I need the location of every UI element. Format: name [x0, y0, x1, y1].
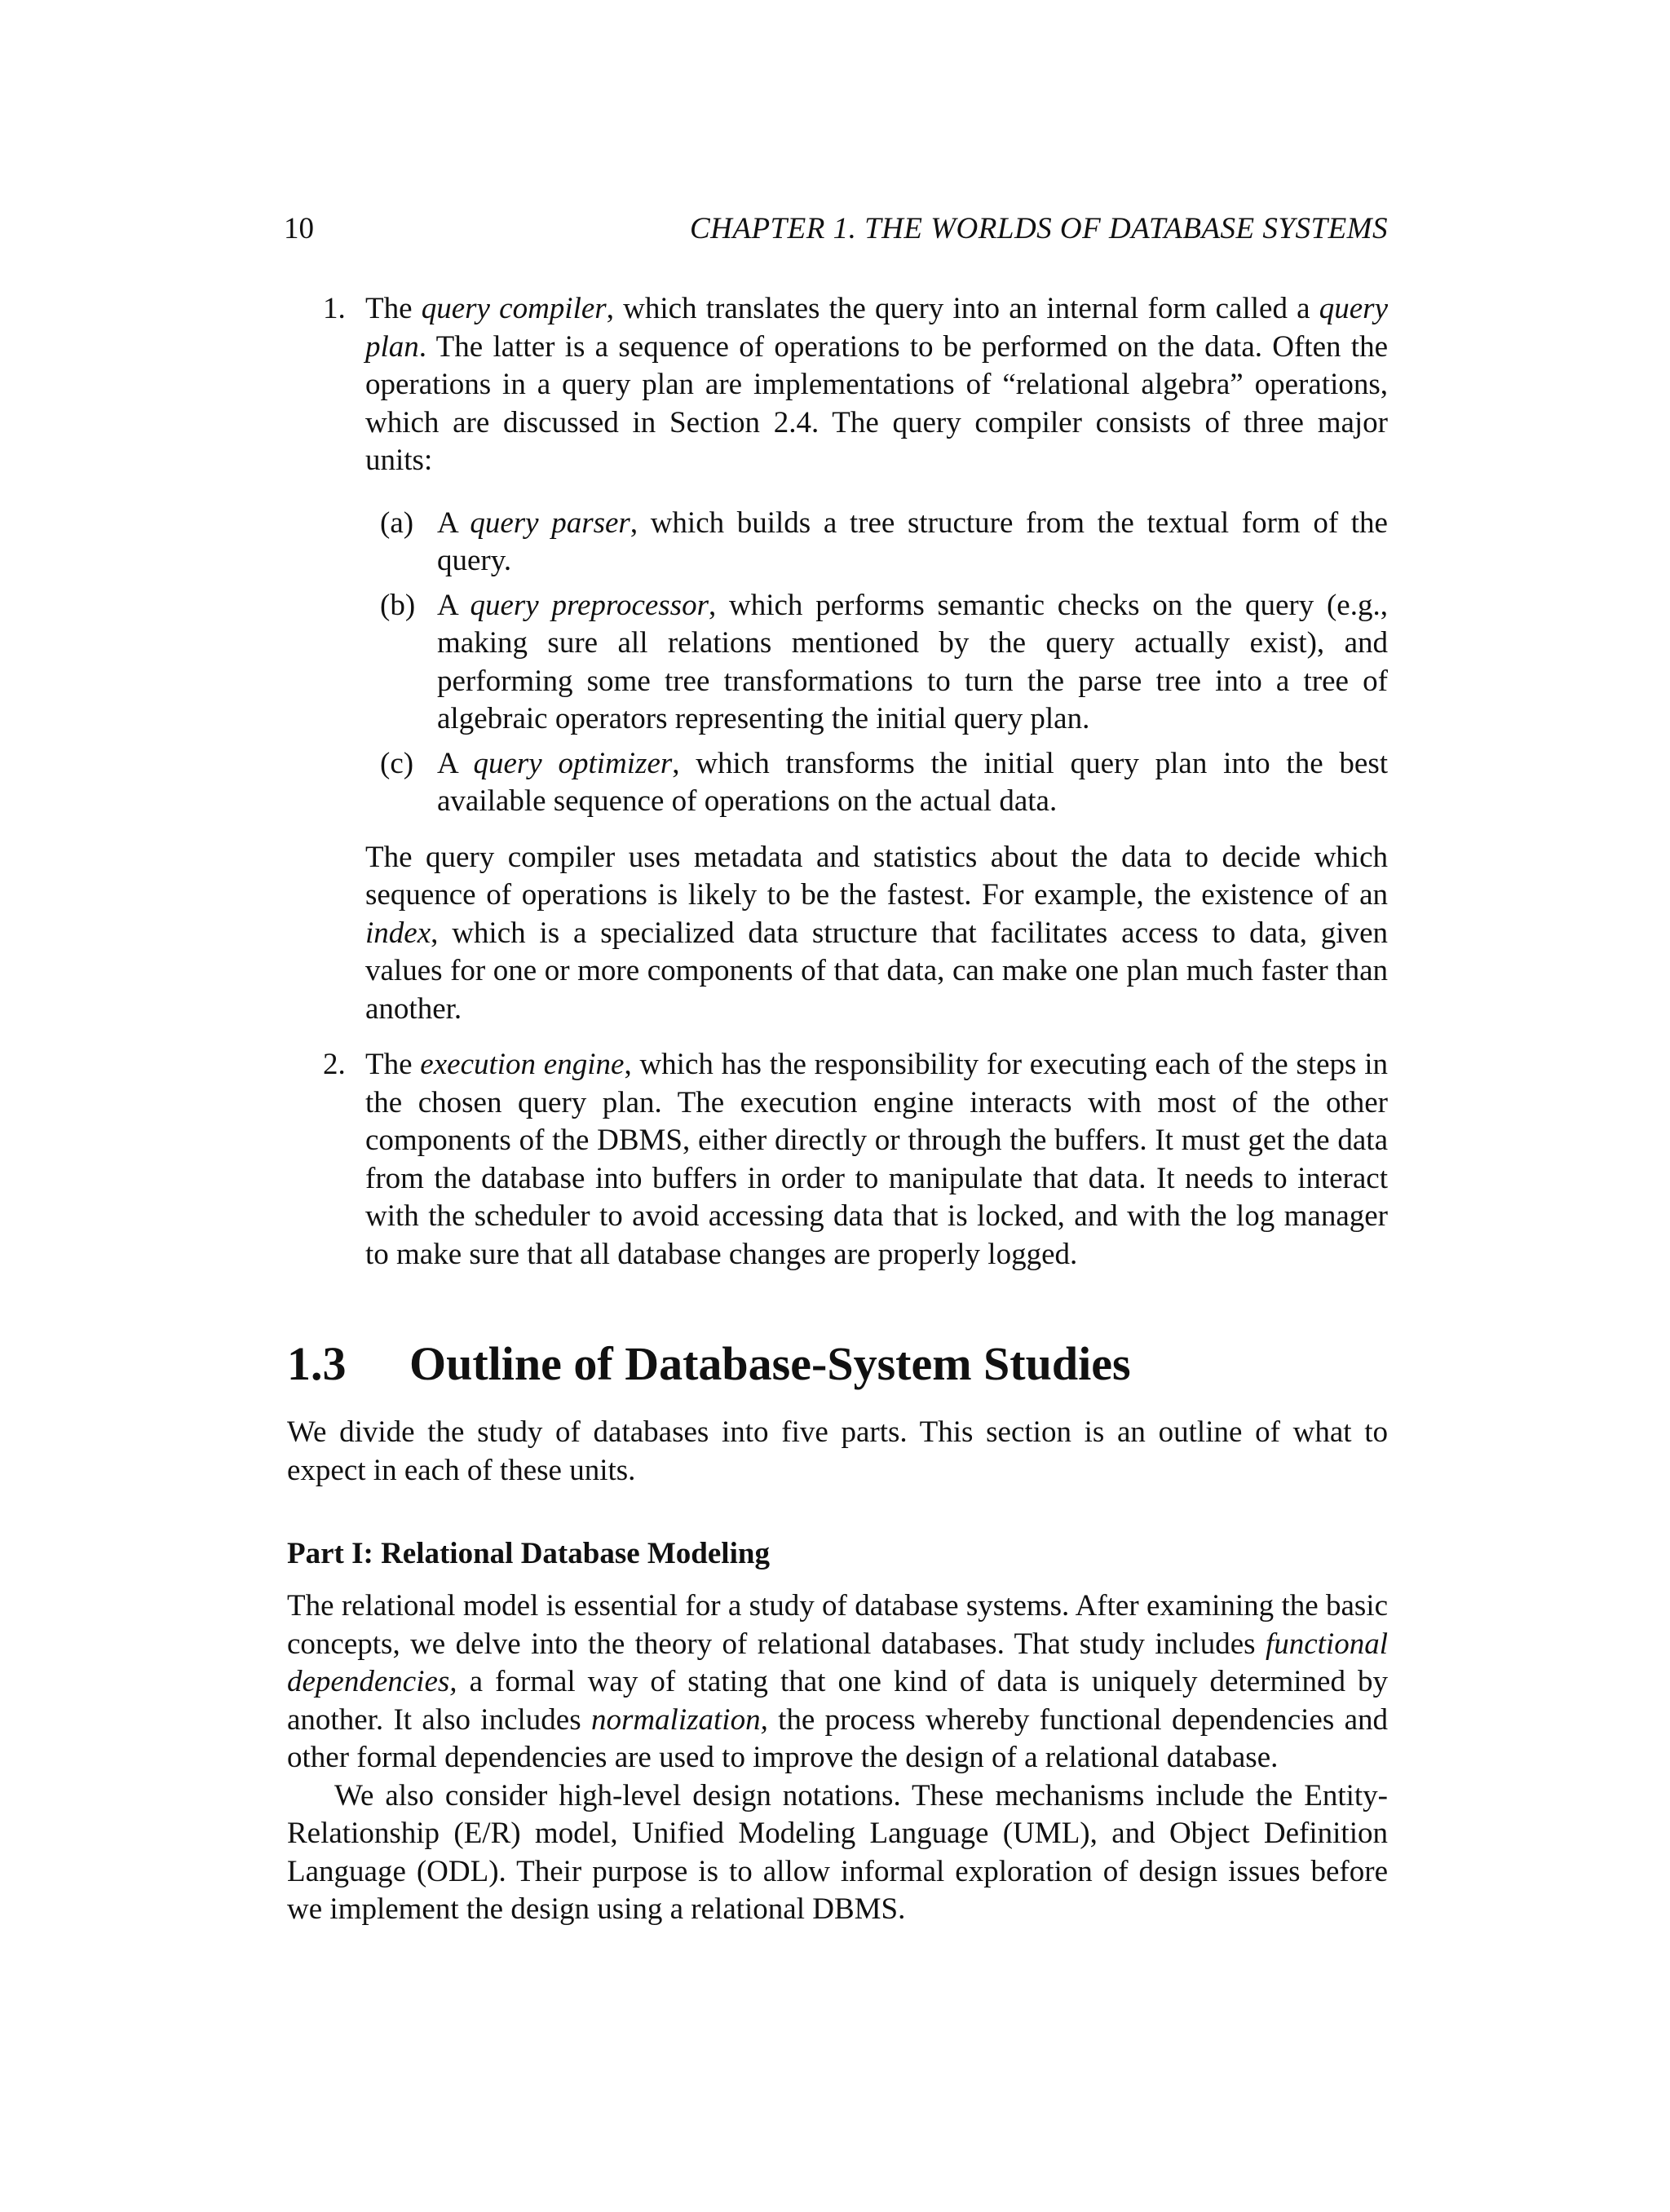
- sublist-item-query-preprocessor: [365, 587, 1388, 739]
- text-run: a formal way of stating that one kind of data is uniquely determined by another. It also includes: [287, 1665, 1388, 1737]
- section-intro: We divide the study of databases into five parts. This section is an outline of what to expect in each of these units.: [287, 1415, 1388, 1487]
- text-run: A: [437, 588, 471, 622]
- book-page: [284, 210, 1389, 1929]
- emphasis: query plan: [365, 292, 1388, 364]
- list-item-execution-engine: [287, 1046, 1388, 1274]
- section-title: Outline of Database-System Studies: [409, 1337, 1131, 1390]
- emphasis: query preprocessor: [470, 588, 709, 622]
- emphasis: query compiler: [421, 292, 607, 325]
- text-run: The query compiler uses metadata and statistics about the data to decide which sequence of operations is likely to be the fastest. For example, the existence of an: [365, 840, 1388, 912]
- text-run: , which transforms the initial query plan into the best available sequence of operations on the actual data.: [437, 746, 1389, 818]
- sublist-label: (b): [380, 588, 416, 622]
- emphasis: query parser: [470, 506, 630, 540]
- section-number: 1.3: [287, 1337, 347, 1390]
- text-run: the process whereby functional dependencies and other formal dependencies are used to improve the design of a relational database.: [287, 1702, 1388, 1774]
- part-paragraph: We also consider high-level design notations. These mechanisms include the Entity-Relationship (E/R) model, Unified Modeling Language (UML), and Object Definition Language (ODL). Their purpose is to allow informal exploration of design issues before we implement the design using a relational DBMS.: [287, 1778, 1388, 1926]
- list-item-text: [365, 1046, 1388, 1274]
- sublist-item-query-optimizer: [365, 745, 1388, 821]
- text-run: , which has the responsibility for executing each of the steps in the chosen query plan. The execution engine interacts with most of the other components of the DBMS, either directly or through the buffers. It must get the data from the database into buffers in order to manipulate that data. It needs to interact with the scheduler to avoid accessing data that is locked, and with the log manager to make sure that all database changes are properly logged.: [365, 1048, 1388, 1271]
- emphasis: functional dependencies,: [287, 1627, 1388, 1698]
- part-paragraph: [287, 1587, 1388, 1777]
- text-run: , which is a specialized data structure that facilitates access to data, given values for one or more components of that data, can make one plan much faster than another.: [365, 916, 1388, 1026]
- list-number: 1.: [323, 292, 346, 325]
- list-item-continuation: [365, 839, 1388, 1029]
- sublist-item-text: [437, 745, 1388, 821]
- emphasis: execution engine: [420, 1048, 625, 1081]
- text-run: , which translates the query into an internal form called a: [606, 292, 1319, 325]
- part-heading: Part I: Relational Database Modeling: [287, 1537, 770, 1570]
- text-run: , which builds a tree structure from the textual form of the query.: [437, 506, 1388, 577]
- text-run: The: [365, 1048, 421, 1081]
- text-run: , which performs semantic checks on the query (e.g., making sure all relations mentioned by the query actually exist), and performing some tree transformations to turn the parse tree into a tree of algebraic operators representing the initial query plan.: [437, 588, 1388, 735]
- text-run: A: [437, 506, 471, 540]
- text-run: . The latter is a sequence of operations to be performed on the data. Often the operations in a query plan are implementations of “relational algebra” operations, which are discussed in Section 2.4. The query compiler consists of three major units:: [365, 329, 1388, 477]
- emphasis: normalization,: [590, 1702, 768, 1737]
- text-run: A: [437, 746, 474, 780]
- running-header: [284, 210, 1388, 248]
- list-item-query-compiler: [287, 290, 1388, 1028]
- text-run: The relational model is essential for a study of database systems. After examining the basic concepts, we delve into the theory of relational databases. That study includes: [287, 1589, 1388, 1661]
- list-number: 2.: [323, 1048, 346, 1081]
- running-title: CHAPTER 1. THE WORLDS OF DATABASE SYSTEMS: [689, 212, 1388, 245]
- sublist-label: (c): [380, 746, 414, 780]
- sublist-label: (a): [380, 506, 414, 540]
- emphasis: query optimizer: [473, 746, 673, 780]
- text-run: The: [365, 292, 422, 325]
- sublist-item-text: [437, 505, 1388, 581]
- sublist-item-query-parser: [365, 505, 1388, 581]
- emphasis: index: [365, 916, 431, 950]
- list-item-text: [365, 290, 1388, 480]
- sublist-item-text: [437, 587, 1388, 739]
- page-number: 10: [284, 212, 314, 245]
- section-heading: [287, 1337, 1388, 1391]
